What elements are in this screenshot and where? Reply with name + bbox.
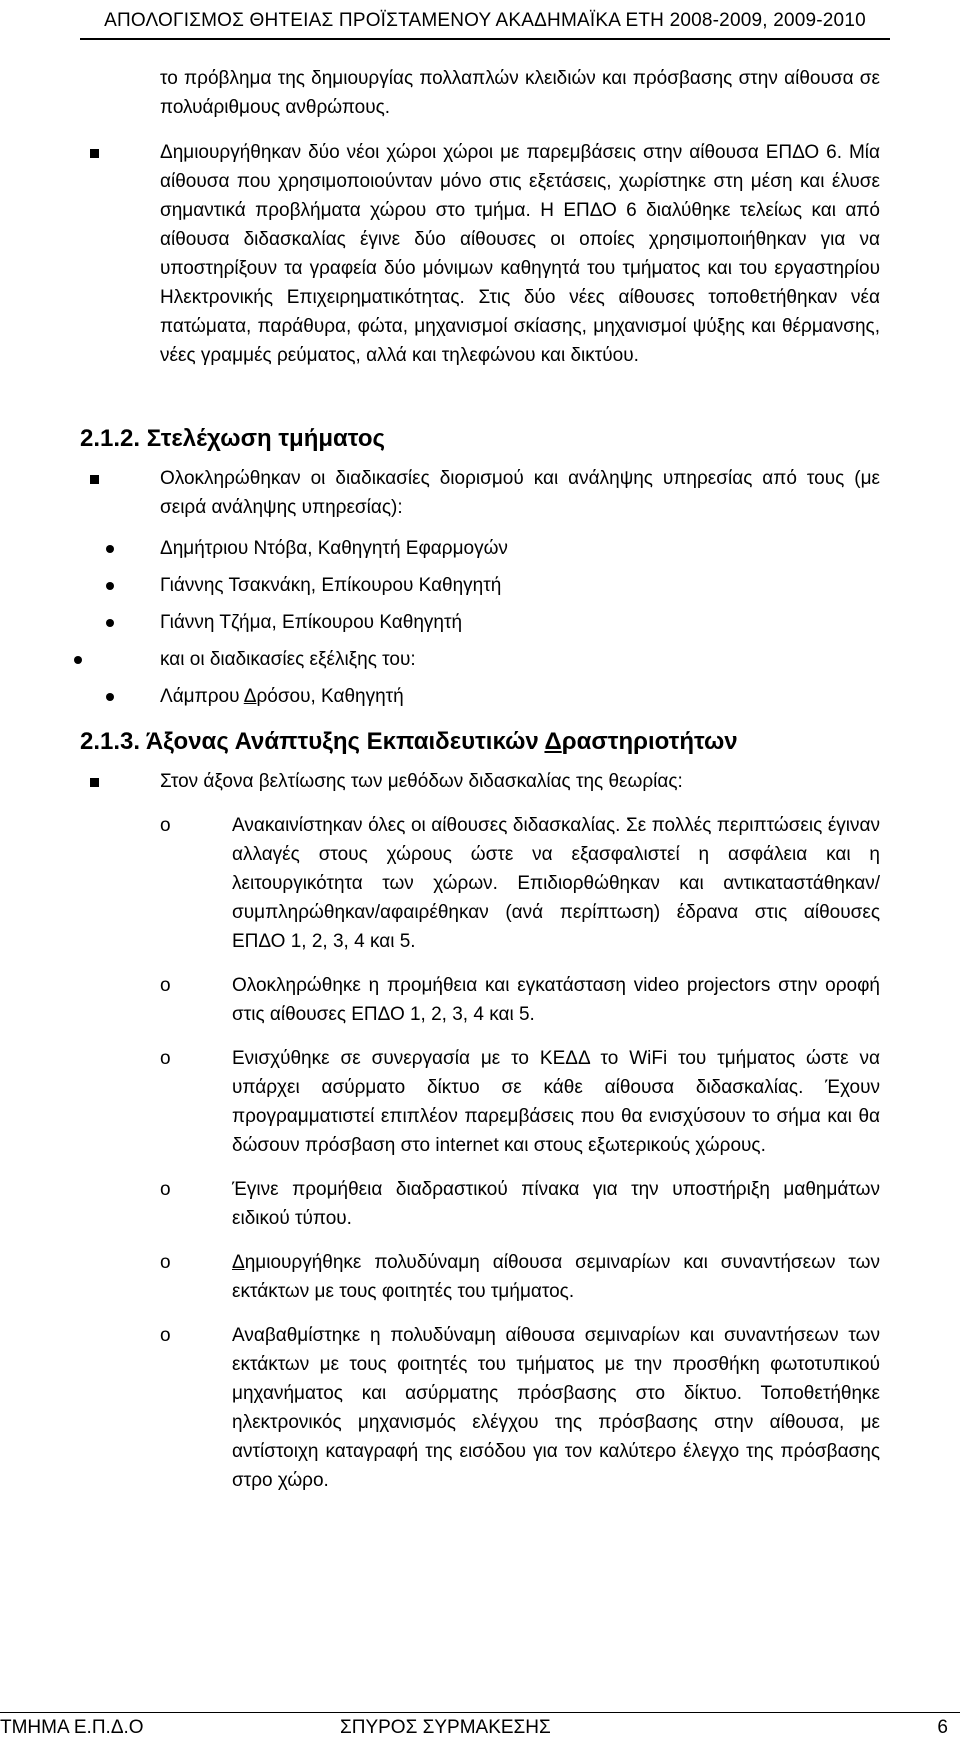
list-item: [80, 567, 880, 604]
item-text: ημιουργήθηκε πολυδύναμη αίθουσα σεμιναρίων και συναντήσεων των εκτάκτων με τους φοιτητές του τμήματος.: [232, 1252, 880, 1302]
item-text-underlined: Δ: [232, 1252, 245, 1273]
dot-bullet-icon: [106, 693, 114, 701]
bullet-text-a: Δημιουργήθηκαν δύο νέοι χώροι χώροι με παρεμβάσεις στην αίθουσα ΕΠΔΟ 6. Μία αίθουσα που χρησιμοποιούνταν μόνο στις εξετάσεις, χωρίστηκε στη μέση και έλυσε σημαντικά προβλήματα χώρου στο τμήμα.: [160, 142, 880, 221]
list-item: [80, 1175, 880, 1233]
circle-bullet-icon: o: [160, 815, 171, 836]
evolution-name: Λάμπρου: [160, 686, 244, 707]
square-bullet-icon: [90, 475, 99, 484]
heading-suffix: ραστηριοτήτων: [561, 728, 738, 755]
list-item: [80, 530, 880, 567]
dot-bullet-icon: [106, 619, 114, 627]
section-heading-2-1-3: [80, 727, 880, 757]
list-item: [80, 1248, 880, 1306]
list-item: [80, 811, 880, 956]
circle-bullet-icon: o: [160, 1048, 171, 1069]
item-text: Ανακαινίστηκαν όλες οι αίθουσες διδασκαλίας. Σε πολλές περιπτώσεις έγιναν αλλαγές στους χώρους ώστε να εξασφαλιστεί η ασφάλεια και η λειτουργικότητα των χώρων. Επιδιορθώθηκαν και αντικαταστάθηκαν/συμπληρώθηκαν/αφαιρέθηκαν (ανά περίπτωση) έδρανα στις αίθουσες ΕΠΔΟ 1, 2, 3, 4 και 5.: [232, 815, 880, 952]
teaching-text: Στον άξονα βελτίωσης των μεθόδων διδασκαλίας της θεωρίας:: [160, 771, 683, 792]
page-number: 6: [937, 1717, 948, 1738]
section-heading-2-1-2: 2.1.2. Στελέχωση τμήματος: [80, 425, 385, 452]
square-bullet-icon: [90, 778, 99, 787]
circle-bullet-icon: o: [160, 1179, 171, 1200]
circle-bullet-icon: o: [160, 1325, 171, 1346]
square-bullet-icon: [90, 149, 99, 158]
list-item: [80, 971, 880, 1029]
running-header: [80, 4, 890, 40]
person-name: Γιάννη Τζήμα, Επίκουρου Καθηγητή: [160, 612, 463, 633]
circle-bullet-icon: o: [160, 1252, 171, 1273]
staff-list: [80, 530, 880, 715]
list-item: [80, 678, 880, 715]
list-item: [80, 1321, 880, 1495]
heading-prefix: 2.1.3. Άξονας Ανάπτυξης Εκπαιδευτικών: [80, 728, 545, 755]
dot-bullet-icon: [106, 545, 114, 553]
item-text: Ολοκληρώθηκε η προμήθεια και εγκατάσταση video projectors στην οροφή στις αίθουσες ΕΠΔΟ 1, 2, 3, 4 και 5.: [232, 975, 880, 1025]
evolution-name-underlined: Δ: [243, 686, 257, 707]
footer-department: ΤΜΗΜΑ Ε.Π.Δ.Ο: [0, 1717, 144, 1738]
staffing-bullet: [80, 464, 880, 522]
heading-underlined: Δ: [544, 728, 562, 755]
page-content: [80, 64, 880, 1495]
list-item: [80, 1044, 880, 1160]
item-text: Ενισχύθηκε σε συνεργασία με το ΚΕΔΔ το WiFi του τμήματος ώστε να υπάρχει ασύρματο δίκτυο σε κάθε αίθουσα διδασκαλίας. Έχουν προγραμματιστεί επιπλέον παρεμβάσεις που θα ενισχύσουν το σήμα και θα δώσουν πρόσβαση στο internet και στους εξωτερικούς χώρους.: [232, 1048, 880, 1156]
evolution-name-rest: ρόσου, Καθηγητή: [256, 686, 404, 707]
item-text: Αναβαθμίστηκε η πολυδύναμη αίθουσα σεμιναρίων και συναντήσεων των εκτάκτων με τους φοιτητές του τμήματος με την προσθήκη φωτοτυπικού μηχανήματος και ασύρματης πρόσβασης στο δίκτυο. Τοποθετήθηκε ηλεκτρονικός μηχανισμός ελέγχου της πρόσβασης στην αίθουσα, με αντίστοιχη καταγραφή της εισόδου για τον καλύτερο έλεγχο της πρόσβασης στρο χώρο.: [232, 1325, 880, 1491]
evolution-intro: και οι διαδικασίες εξέλιξης του:: [160, 649, 416, 670]
dot-bullet-icon: [74, 656, 82, 664]
bullet-text-b: Η ΕΠΔΟ 6 διαλύθηκε τελείως και από αίθουσα διδασκαλίας έγινε δύο αίθουσες οι οποίες χρησιμοποιήθηκαν για να υποστηρίξουν τα γραφεία δύο μόνιμων καθηγητά του τμήματος και του εργαστηρίου Ηλεκτρονικής Επιχειρηματικότητας.: [160, 200, 880, 308]
bullet-text-c: Στις δύο νέες αίθουσες τοποθετήθηκαν νέα πατώματα, παράθυρα, φώτα, μηχανισμοί σκίασης, μηχανισμοί ψύξης και θέρμανσης, νέες γραμμές ρεύματος, αλλά και τηλεφώνου και δικτύου.: [160, 287, 881, 366]
intro-continuation: το πρόβλημα της δημιουργίας πολλαπλών κλειδιών και πρόσβασης στην αίθουσα σε πολυάριθμους ανθρώπους.: [160, 68, 880, 118]
dot-bullet-icon: [106, 582, 114, 590]
teaching-bullet: [80, 767, 880, 796]
person-name: Δημήτριου Ντόβα, Καθηγητή Εφαρμογών: [160, 538, 508, 559]
footer-author: ΣΠΥΡΟΣ ΣΥΡΜΑΚΕΣΗΣ: [340, 1717, 551, 1738]
circle-bullet-icon: o: [160, 975, 171, 996]
staffing-text: Ολοκληρώθηκαν οι διαδικασίες διορισμού και ανάληψης υπηρεσίας από τους (με σειρά ανάληψης υπηρεσίας):: [160, 468, 880, 518]
list-item: [80, 641, 880, 678]
running-footer: [0, 1712, 960, 1743]
list-item: [80, 604, 880, 641]
intro-bullet: [80, 138, 880, 370]
person-name: Γιάννης Τσακνάκη, Επίκουρου Καθηγητή: [160, 575, 502, 596]
item-text: Έγινε προμήθεια διαδραστικού πίνακα για την υποστήριξη μαθημάτων ειδικού τύπου.: [232, 1179, 880, 1229]
header-title: ΑΠΟΛΟΓΙΣΜΟΣ ΘΗΤΕΙΑΣ ΠΡΟΪΣΤΑΜΕΝΟΥ ΑΚΑΔΗΜΑΪΚΑ ΕΤΗ 2008-2009, 2009-2010: [104, 10, 866, 31]
